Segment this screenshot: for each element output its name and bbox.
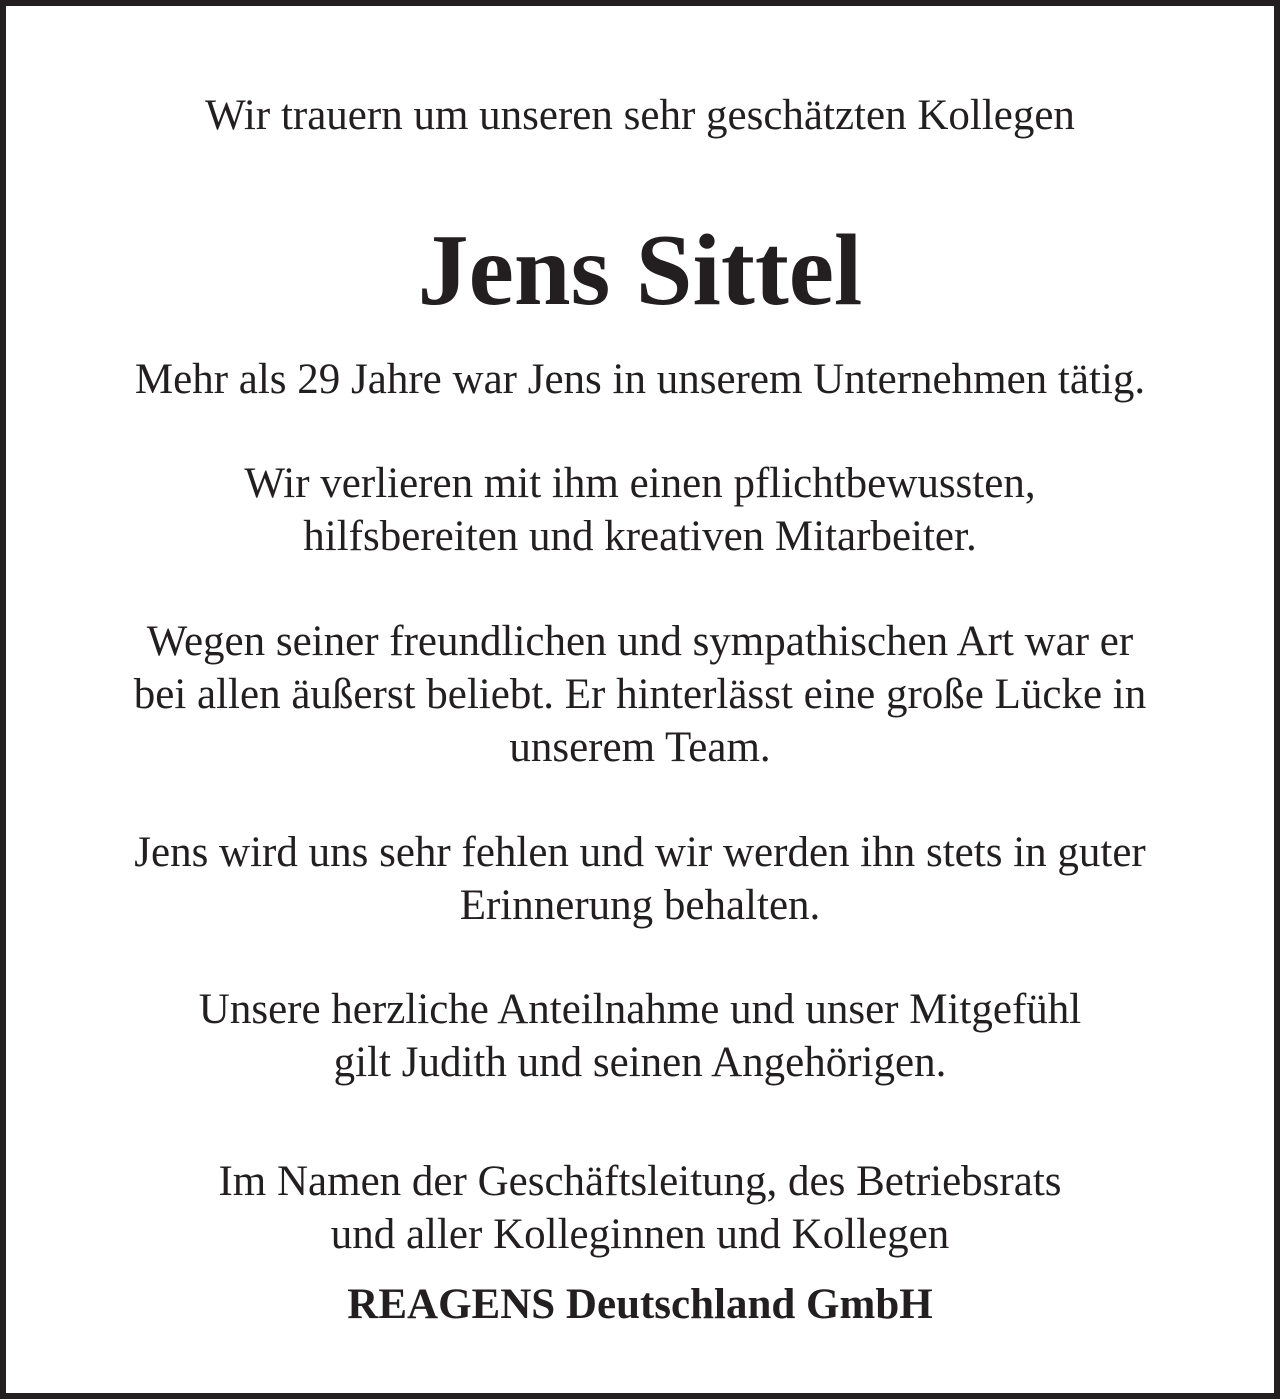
paragraph-remembrance-line-1: Jens wird uns sehr fehlen und wir werden ihn stets in guter (134, 829, 1146, 876)
paragraph-tenure: Mehr als 29 Jahre war Jens in unserem Unternehmen tätig. (134, 356, 1146, 403)
paragraph-popularity-line-1: Wegen seiner freundlichen und sympathischen Art war er (146, 618, 1134, 665)
paragraph-condolence-line-2: gilt Judith und seinen Angehörigen. (333, 1039, 947, 1086)
intro-line: Wir trauern um unseren sehr geschätzten Kollegen (205, 92, 1075, 139)
paragraph-popularity-line-3: unserem Team. (509, 724, 771, 771)
signature-line-1: Im Namen der Geschäftsleitung, des Betriebsrats (218, 1158, 1062, 1205)
paragraph-character-line-1: Wir verlieren mit ihm einen pflichtbewussten, (244, 460, 1036, 507)
paragraph-condolence-line-1: Unsere herzliche Anteilnahme und unser Mitgefühl (198, 986, 1082, 1033)
paragraph-remembrance-line-2: Erinnerung behalten. (459, 882, 821, 929)
signature-line-2: und aller Kolleginnen und Kollegen (330, 1211, 950, 1258)
deceased-name: Jens Sittel (417, 214, 863, 327)
paragraph-character-line-2: hilfsbereiten und kreativen Mitarbeiter. (303, 513, 977, 560)
paragraph-popularity-line-2: bei allen äußerst beliebt. Er hinterlässt eine große Lücke in (133, 671, 1147, 718)
company-name: REAGENS Deutschland GmbH (347, 1281, 933, 1328)
